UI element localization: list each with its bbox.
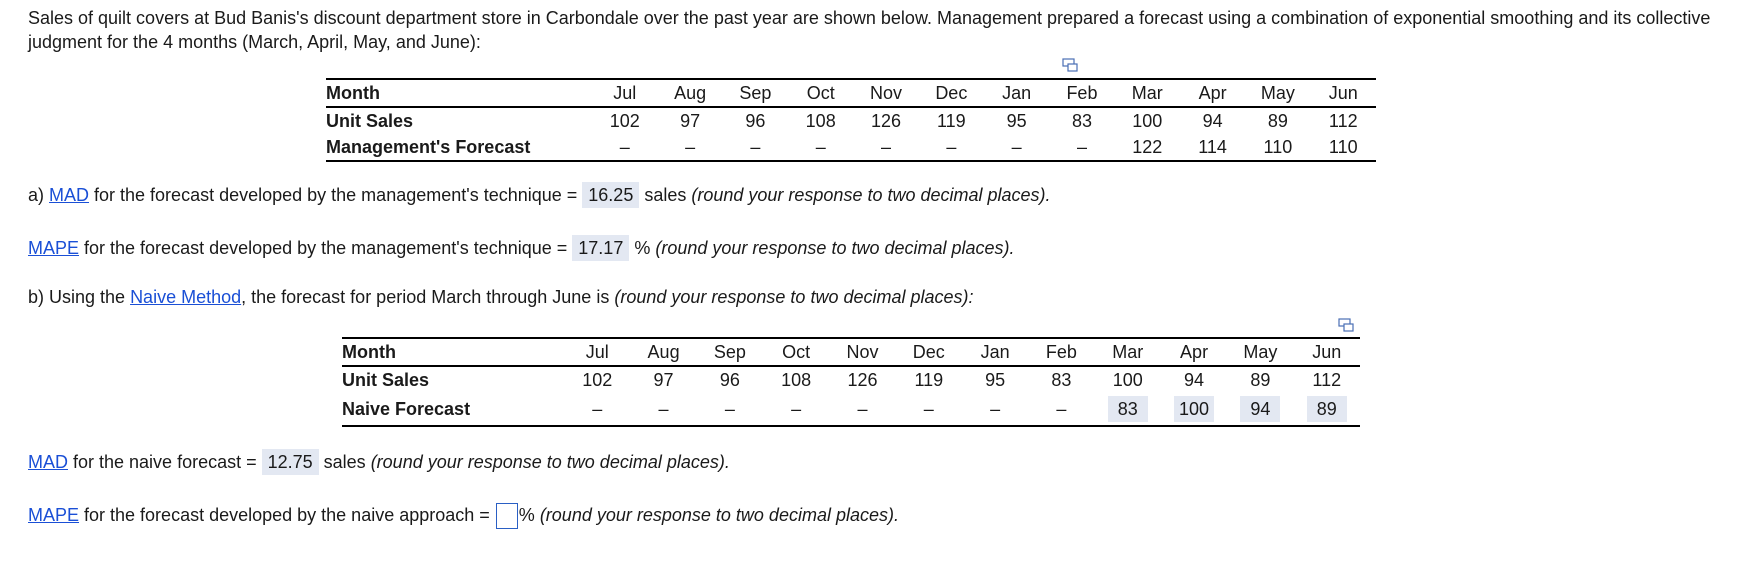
- month-cell: Jul: [564, 338, 630, 366]
- month-cell: Dec: [919, 79, 984, 107]
- unit-sales-cell: 119: [914, 369, 944, 390]
- copy-data-icon[interactable]: [1338, 318, 1354, 332]
- question-b-mape: MAPE for the forecast developed by the naive approach = % (round your response to two decimal places).: [28, 503, 899, 529]
- question-a-mad: a) MAD for the forecast developed by the management's technique = 16.25 sales (round your response to two decimal places).: [28, 182, 1051, 208]
- unit-sales-label: Unit Sales: [342, 369, 430, 390]
- naive-forecast-answer-field[interactable]: 94: [1240, 396, 1280, 422]
- month-cell: Sep: [697, 338, 763, 366]
- naive-forecast-answer-field[interactable]: 89: [1307, 396, 1347, 422]
- mape-link[interactable]: MAPE: [28, 504, 80, 525]
- month-cell: Feb: [1049, 79, 1114, 107]
- naive-forecast-answer-field[interactable]: 83: [1108, 396, 1148, 422]
- naive-method-link[interactable]: Naive Method: [130, 287, 242, 307]
- unit-sales-cell: 97: [653, 369, 674, 390]
- month-cell: Nov: [853, 79, 918, 107]
- forecast-cell: –: [829, 393, 895, 426]
- naive-mad-answer-field[interactable]: 12.75: [262, 449, 319, 475]
- forecast-cell: 110: [1245, 134, 1310, 161]
- month-cell: Aug: [657, 79, 722, 107]
- month-cell: Aug: [630, 338, 696, 366]
- unit-sales-row: [342, 366, 1360, 393]
- month-cell: Sep: [723, 79, 788, 107]
- unit-sales-cell: 96: [719, 369, 740, 390]
- management-forecast-label: Management's Forecast: [326, 134, 592, 161]
- unit-sales-cell: 83: [1051, 369, 1072, 390]
- naive-forecast-row: [342, 393, 1360, 426]
- month-cell: Apr: [1161, 338, 1227, 366]
- month-cell: Feb: [1028, 338, 1094, 366]
- month-cell: Apr: [1180, 79, 1245, 107]
- month-cell: Dec: [896, 338, 962, 366]
- forecast-cell: –: [592, 134, 657, 161]
- mad-link[interactable]: MAD: [49, 185, 90, 205]
- unit-sales-cell: 94: [1202, 110, 1223, 131]
- unit-sales-cell: 108: [781, 369, 812, 390]
- forecast-cell: –: [697, 393, 763, 426]
- forecast-cell: [1294, 393, 1360, 426]
- forecast-cell: [1161, 393, 1227, 426]
- unit-sales-cell: 126: [870, 110, 902, 131]
- unit-sales-cell: 94: [1184, 369, 1205, 390]
- unit-sales-cell: 96: [745, 110, 766, 131]
- month-cell: May: [1227, 338, 1293, 366]
- naive-forecast-answer-field[interactable]: 100: [1174, 396, 1214, 422]
- question-a-mape: MAPE for the forecast developed by the management's technique = 17.17 % (round your response to two decimal places).: [28, 235, 1015, 261]
- mape-link[interactable]: MAPE: [28, 238, 80, 258]
- forecast-cell: –: [723, 134, 788, 161]
- unit-sales-cell: 83: [1071, 110, 1092, 131]
- unit-sales-cell: 102: [582, 369, 613, 390]
- mad-link[interactable]: MAD: [28, 452, 68, 472]
- forecast-cell: –: [630, 393, 696, 426]
- month-cell: Jun: [1294, 338, 1360, 366]
- month-cell: Mar: [1115, 79, 1180, 107]
- month-cell: Jan: [962, 338, 1028, 366]
- forecast-cell: –: [919, 134, 984, 161]
- naive-forecast-label: Naive Forecast: [342, 393, 564, 426]
- sales-table-management: [326, 78, 1376, 162]
- month-header: Month: [326, 79, 592, 107]
- unit-sales-label: Unit Sales: [326, 110, 414, 131]
- unit-sales-cell: 89: [1267, 110, 1288, 131]
- unit-sales-cell: 119: [936, 110, 966, 131]
- question-b: b) Using the Naive Method, the forecast for period March through June is (round your response to two decimal places):: [28, 287, 974, 307]
- naive-mape-input[interactable]: [496, 503, 518, 529]
- unit-sales-cell: 89: [1250, 369, 1271, 390]
- forecast-cell: –: [853, 134, 918, 161]
- problem-intro: Sales of quilt covers at Bud Banis's discount department store in Carbondale over the past year are shown below. Management prepared a forecast using a combination of exponential smoothing and its collective judgment for the 4 months (March, April, May, and June):: [28, 8, 1711, 52]
- unit-sales-cell: 100: [1132, 110, 1163, 131]
- month-cell: Oct: [763, 338, 829, 366]
- forecast-cell: 114: [1180, 134, 1245, 161]
- month-cell: Nov: [829, 338, 895, 366]
- forecast-cell: –: [1028, 393, 1094, 426]
- month-cell: Mar: [1095, 338, 1161, 366]
- unit-sales-cell: 97: [680, 110, 701, 131]
- forecast-cell: –: [962, 393, 1028, 426]
- mape-answer-field[interactable]: 17.17: [572, 235, 629, 261]
- month-cell: Oct: [788, 79, 853, 107]
- forecast-cell: –: [564, 393, 630, 426]
- month-cell: May: [1245, 79, 1310, 107]
- forecast-cell: –: [788, 134, 853, 161]
- unit-sales-cell: 112: [1312, 369, 1342, 390]
- forecast-cell: –: [763, 393, 829, 426]
- unit-sales-cell: 95: [985, 369, 1006, 390]
- question-b-mad: MAD for the naive forecast = 12.75 sales (round your response to two decimal places).: [28, 449, 730, 475]
- forecast-cell: –: [896, 393, 962, 426]
- forecast-cell: [1095, 393, 1161, 426]
- forecast-cell: 122: [1115, 134, 1180, 161]
- unit-sales-cell: 112: [1328, 110, 1358, 131]
- table-header-row: [326, 79, 1376, 107]
- mad-answer-field[interactable]: 16.25: [582, 182, 639, 208]
- copy-data-icon[interactable]: [1062, 58, 1078, 72]
- forecast-cell: –: [1049, 134, 1114, 161]
- forecast-cell: [1227, 393, 1293, 426]
- month-cell: Jul: [592, 79, 657, 107]
- month-cell: Jan: [984, 79, 1049, 107]
- unit-sales-row: [326, 107, 1376, 134]
- forecast-cell: –: [657, 134, 722, 161]
- month-cell: Jun: [1311, 79, 1376, 107]
- unit-sales-cell: 100: [1112, 369, 1143, 390]
- forecast-cell: 110: [1311, 134, 1376, 161]
- management-forecast-row: [326, 134, 1376, 161]
- unit-sales-cell: 108: [805, 110, 836, 131]
- month-header: Month: [342, 338, 564, 366]
- unit-sales-cell: 126: [847, 369, 878, 390]
- sales-table-naive: [342, 337, 1360, 427]
- forecast-cell: –: [984, 134, 1049, 161]
- unit-sales-cell: 95: [1006, 110, 1027, 131]
- table-header-row: [342, 338, 1360, 366]
- unit-sales-cell: 102: [609, 110, 640, 131]
